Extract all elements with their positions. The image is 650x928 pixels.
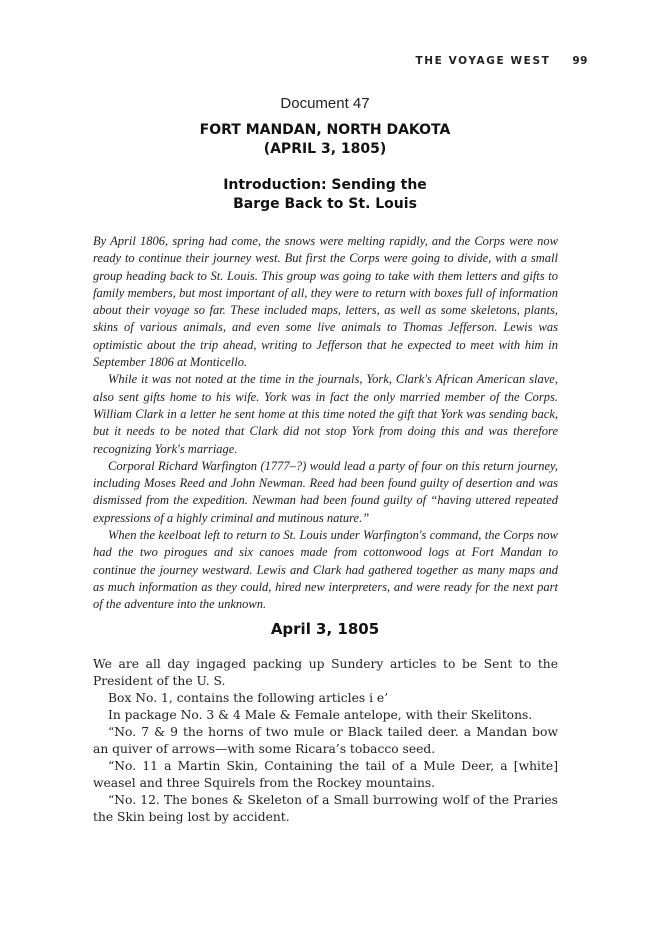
document-subtitle <box>0 176 650 214</box>
journal-paragraph: Box No. 1, contains the following articles i e’ <box>108 691 389 705</box>
intro-paragraph: While it was not noted at the time in the journals, York, Clark's African American slave, also sent gifts home to his wife. York was in fact the only married member of the Corps. William Clark in a letter he sent home at this time noted the gift that York was sending back, but it needs to be noted that Clark did not stop York from doing this and was therefore recognizing York's marriage. <box>93 372 558 456</box>
title-line-1: FORT MANDAN, NORTH DAKOTA <box>199 122 451 138</box>
subtitle-line-2: Barge Back to St. Louis <box>233 196 417 212</box>
journal-paragraph: “No. 7 & 9 the horns of two mule or Black tailed deer. a Mandan bow an quiver of arrows—with some Ricara’s tobacco seed. <box>93 725 558 756</box>
title-line-2: (APRIL 3, 1805) <box>263 141 387 157</box>
section-heading: April 3, 1805 <box>270 620 380 638</box>
page-number: 99 <box>572 55 588 67</box>
journal-paragraph: We are all day ingaged packing up Sundery articles to be Sent to the President of the U. S. <box>93 657 558 688</box>
journal-paragraph: “No. 11 a Martin Skin, Containing the tail of a Mule Deer, a [white] weasel and three Squirels from the Rockey mountains. <box>93 759 558 790</box>
running-title: THE VOYAGE WEST <box>415 55 551 67</box>
document-label: Document 47 <box>280 95 370 112</box>
intro-paragraph: By April 1806, spring had come, the snows were melting rapidly, and the Corps were now ready to continue their journey west. But first the Corps were going to divide, with a small group heading back to St. Louis. This group was going to take with them letters and gifts to family members, but most important of all, they were to return with boxes full of information about their voyage so far. These included maps, letters, as well as some skeletons, plants, skins of various animals, and even some live animals to Thomas Jefferson. Lewis was optimistic about the trip ahead, writing to Jefferson that he expected to meet with him in September 1806 at Monticello. <box>93 234 558 370</box>
journal-paragraph: “No. 12. The bones & Skeleton of a Small burrowing wolf of the Praries the Skin being lost by accident. <box>93 793 558 824</box>
document-title <box>0 121 650 159</box>
introduction-text <box>93 233 558 614</box>
journal-paragraph: In package No. 3 & 4 Male & Female antelope, with their Skelitons. <box>108 708 533 722</box>
subtitle-line-1: Introduction: Sending the <box>223 177 427 193</box>
intro-paragraph: Corporal Richard Warfington (1777–?) would lead a party of four on this return journey, including Moses Reed and John Newman. Reed had been found guilty of desertion and was dismissed from the expedition. Newman had been found guilty of “having uttered repeated expressions of a highly criminal and mutinous nature.” <box>93 458 558 525</box>
journal-text <box>93 656 558 826</box>
intro-paragraph: When the keelboat left to return to St. Louis under Warfington's command, the Corps now had the two pirogues and six canoes made from cottonwood logs at Fort Mandan to continue the journey westward. Lewis and Clark had gathered together as many maps and as much information as they could, hired new interpreters, and were ready for the next part of the adventure into the unknown. <box>93 528 558 612</box>
running-header <box>415 55 588 67</box>
